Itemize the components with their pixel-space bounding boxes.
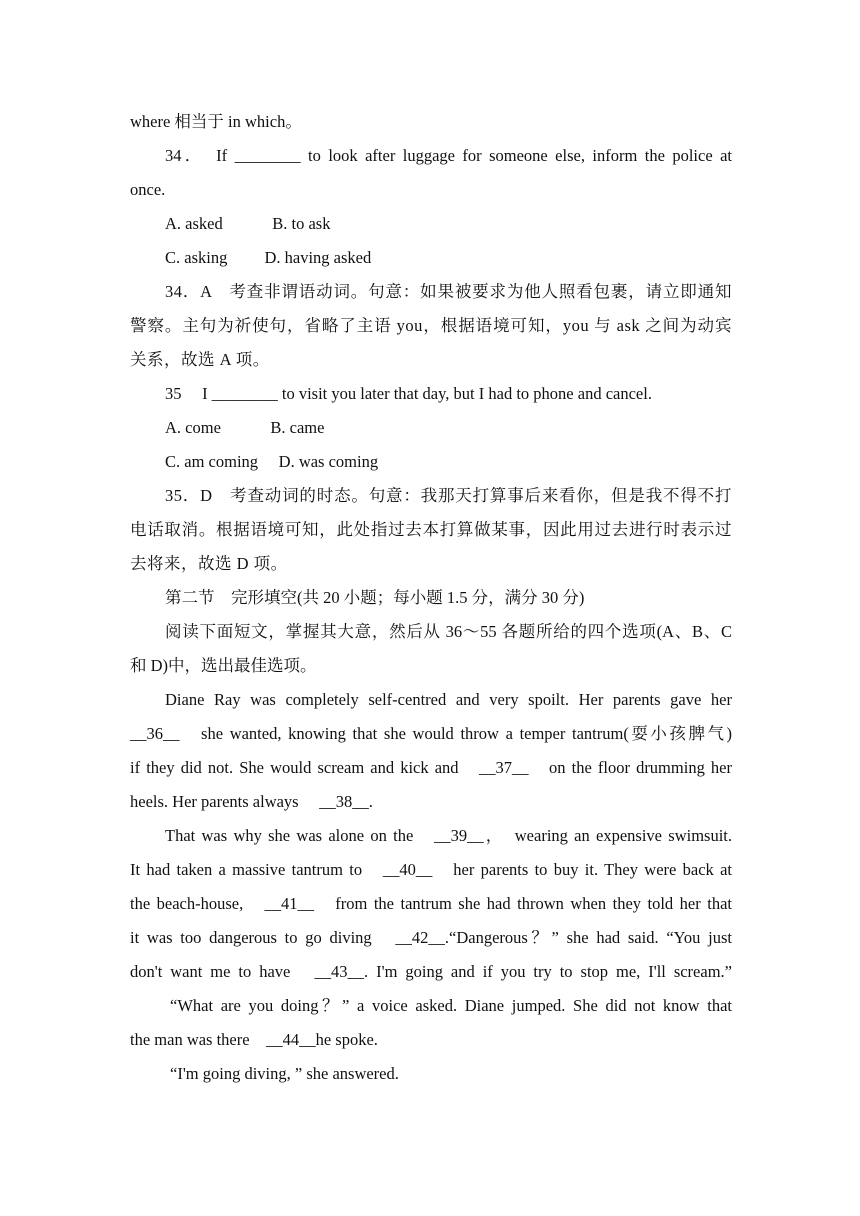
answer-34: 34．A 考查非谓语动词。句意：如果被要求为他人照看包裹，请立即通知 xyxy=(165,282,732,301)
text-line: where 相当于 in which。 xyxy=(130,112,302,131)
text-line: 去将来，故选 D 项。 xyxy=(130,554,288,573)
passage-line: “I'm going diving, ” she answered. xyxy=(170,1064,399,1083)
passage-line: the man was there __44__he spoke. xyxy=(130,1030,378,1049)
options-35-ab: A. come B. came xyxy=(165,418,325,437)
options-35-cd: C. am coming D. was coming xyxy=(165,452,379,471)
text-line: 关系，故选 A 项。 xyxy=(130,350,270,369)
passage-line: heels. Her parents always __38__. xyxy=(130,792,373,811)
text-line: 警察。主句为祈使句，省略了主语 you，根据语境可知，you 与 ask 之间为动宾 xyxy=(130,316,732,335)
passage-line: don't want me to have __43__. I'm going and if you try to stop me, I'll scream.” xyxy=(130,962,732,981)
options-34-cd: C. asking D. having asked xyxy=(165,248,372,267)
passage-line: Diane Ray was completely self‐centred and very spoilt. Her parents gave her xyxy=(165,690,732,709)
passage-line: it was too dangerous to go diving __42__.“Dangerous？” she had said. “You just xyxy=(130,928,732,947)
text-line: 和 D)中，选出最佳选项。 xyxy=(130,656,317,675)
question-34: 34． If ________ to look after luggage for someone else, inform the police at xyxy=(165,146,732,165)
answer-35: 35．D 考查动词的时态。句意：我那天打算事后来看你，但是我不得不打 xyxy=(165,486,732,505)
passage-line: It had taken a massive tantrum to __40__ her parents to buy it. They were back at xyxy=(130,860,732,879)
passage-line: the beach-house, __41__ from the tantrum she had thrown when they told her that xyxy=(130,894,732,913)
options-34-ab: A. asked B. to ask xyxy=(165,214,331,233)
text-line: once. xyxy=(130,180,166,199)
text-line: 电话取消。根据语境可知，此处指过去本打算做某事，因此用过去进行时表示过 xyxy=(130,520,732,539)
passage-line: “What are you doing？” a voice asked. Diane jumped. She did not know that xyxy=(170,996,732,1015)
passage-line: if they did not. She would scream and kick and __37__ on the floor drumming her xyxy=(130,758,732,777)
passage-line: That was why she was alone on the __39__， wearing an expensive swimsuit. xyxy=(165,826,732,845)
section-heading: 第二节 完形填空(共 20 小题；每小题 1.5 分，满分 30 分) xyxy=(165,588,585,607)
question-35: 35 I ________ to visit you later that day, but I had to phone and cancel. xyxy=(165,384,652,403)
passage-line: __36__ she wanted, knowing that she would throw a temper tantrum(耍小孩脾气) xyxy=(130,724,732,743)
instructions: 阅读下面短文，掌握其大意，然后从 36～55 各题所给的四个选项(A、B、C xyxy=(165,622,732,641)
